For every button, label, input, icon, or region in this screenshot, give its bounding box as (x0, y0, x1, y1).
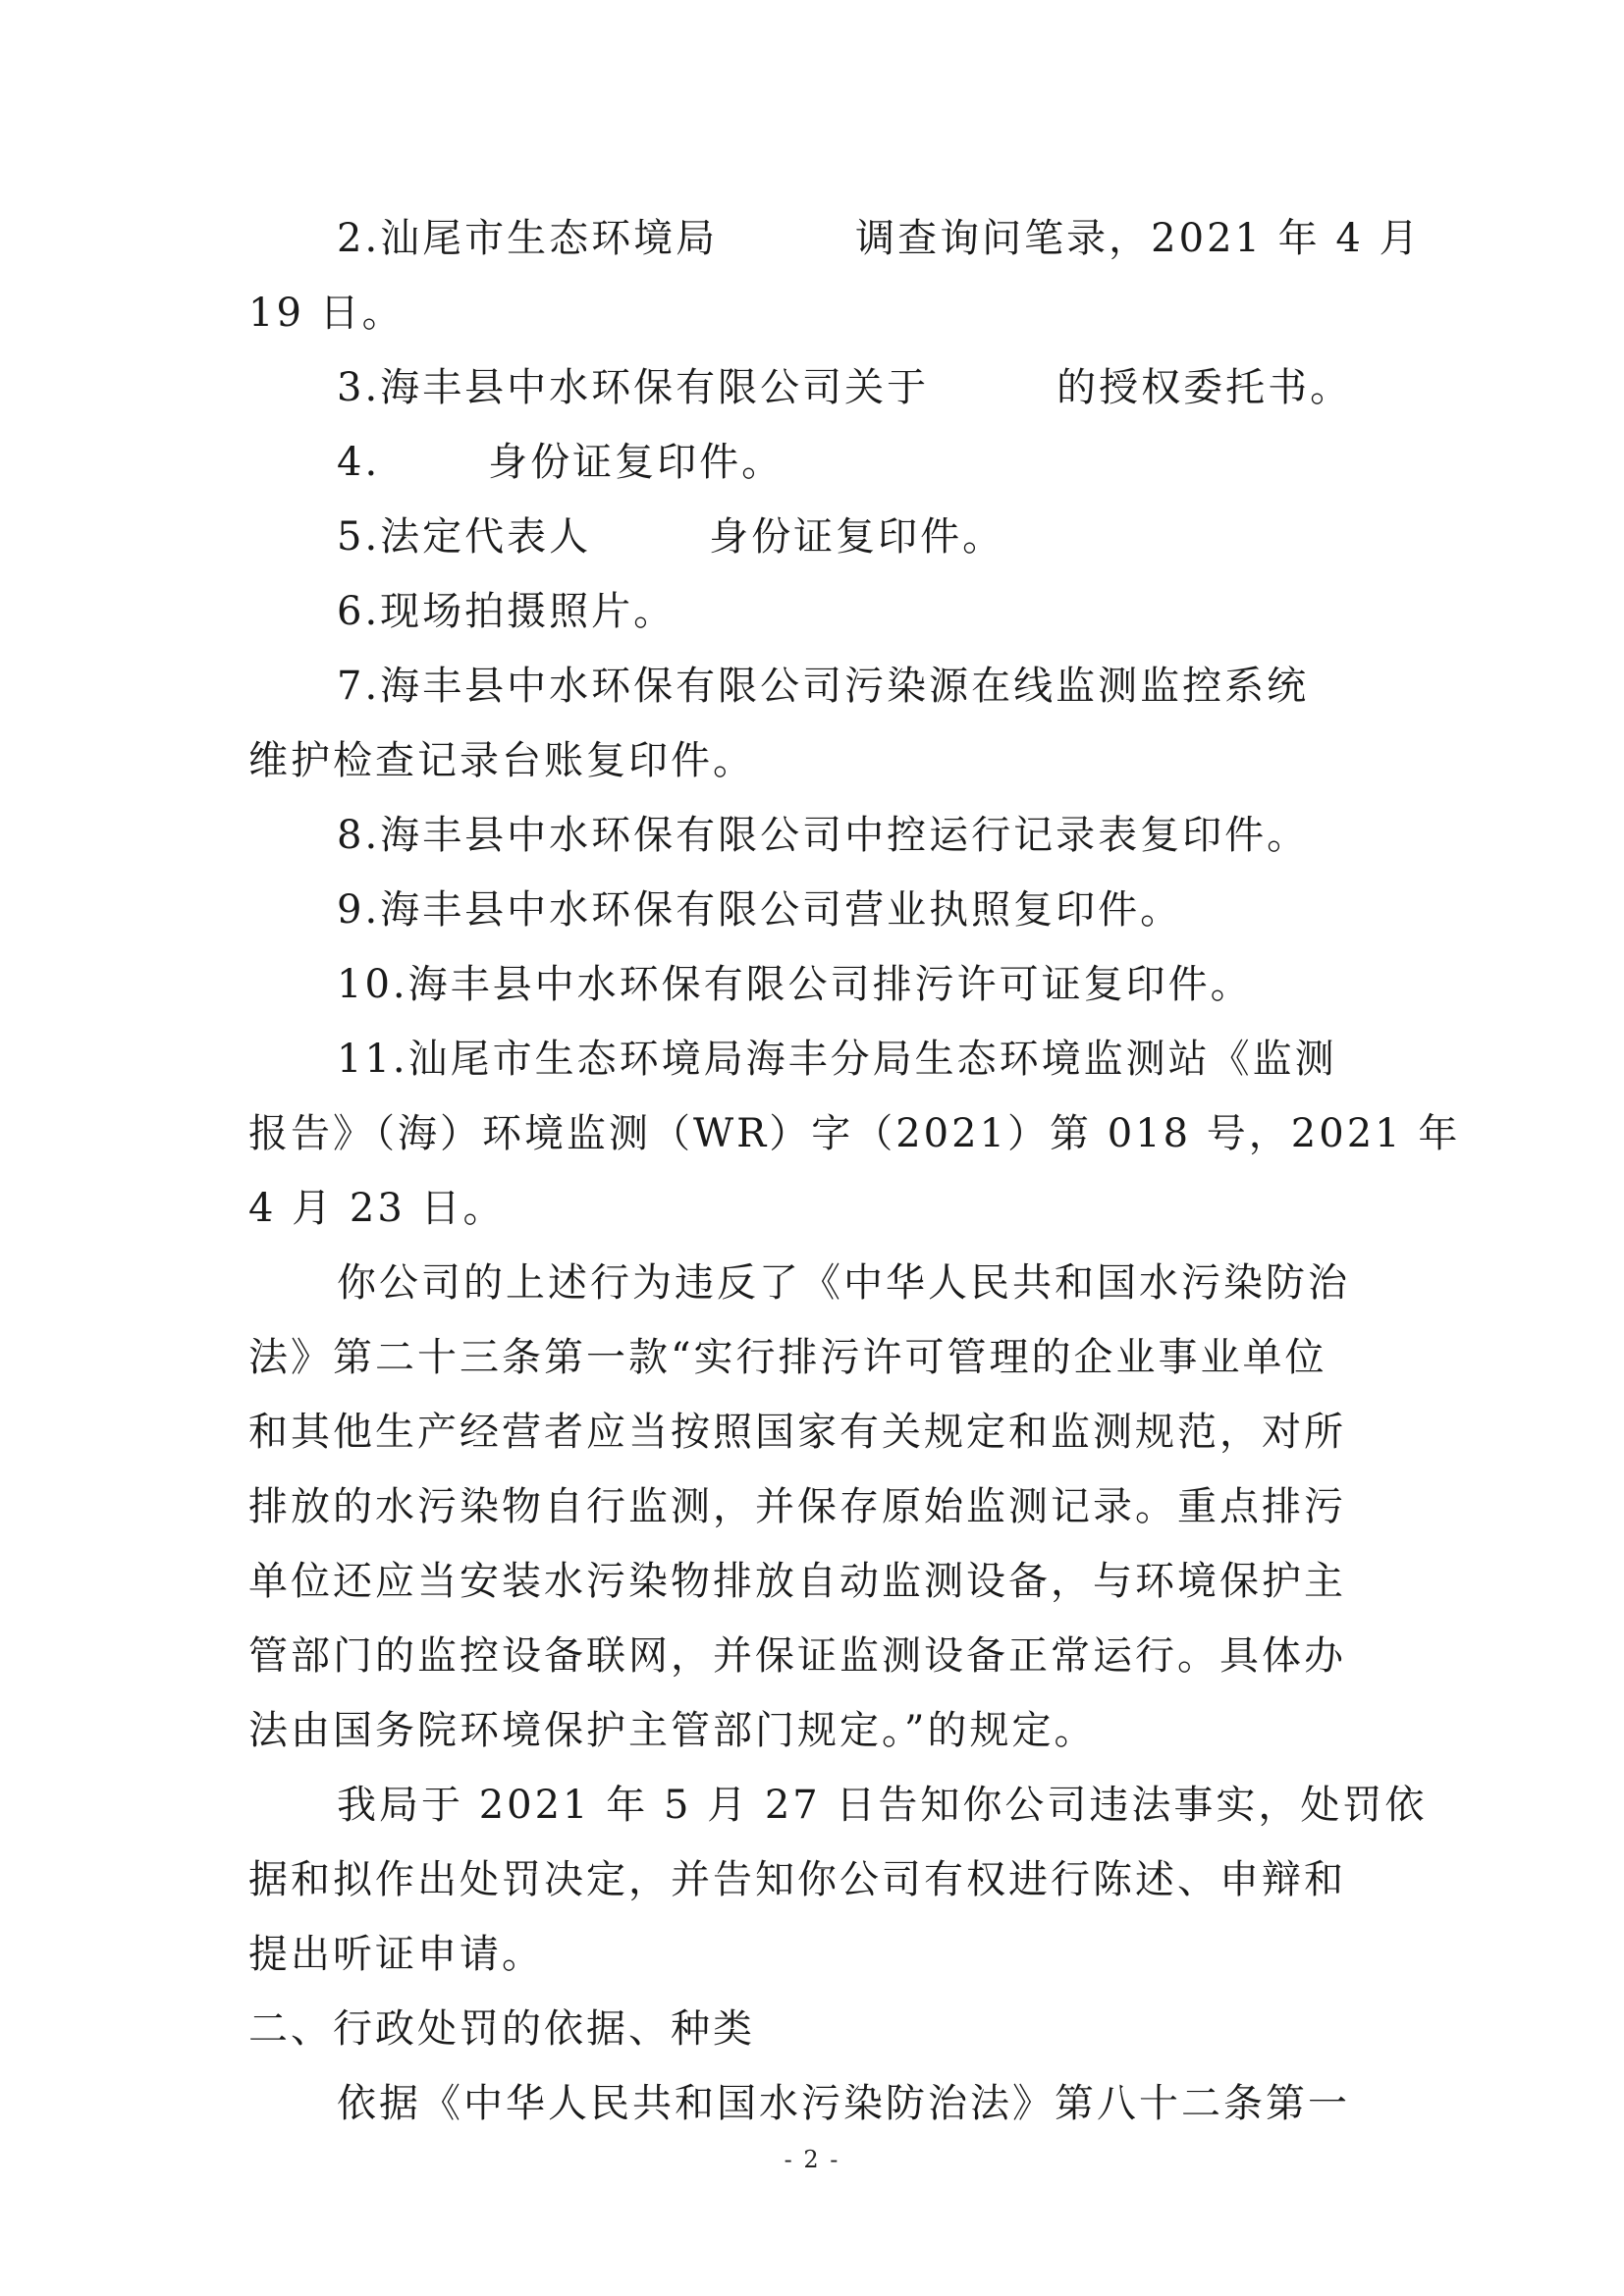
evidence-item-11-line-1: 11.汕尾市生态环境局海丰分局生态环境监测站《监测 (337, 1037, 1337, 1082)
evidence-item-11-line-3: 4 月 23 日。 (248, 1186, 506, 1231)
evidence-item-7-line-2: 维护检查记录台账复印件。 (248, 738, 755, 783)
evidence-item-4-text-b: 身份证复印件。 (488, 440, 785, 485)
notice-line-2: 据和拟作出处罚决定，并告知你公司有权进行陈述、申辩和 (248, 1857, 1346, 1902)
notice-paragraph (248, 1768, 1428, 1992)
evidence-item-2-text-b: 调查询问笔录，2021 年 4 月 (855, 216, 1422, 261)
violation-line-3: 和其他生产经营者应当按照国家有关规定和监测规范，对所 (248, 1410, 1346, 1455)
notice-line-1: 我局于 2021 年 5 月 27 日告知你公司违法事实，处罚依 (337, 1783, 1428, 1828)
notice-line-3: 提出听证申请。 (248, 1932, 544, 1977)
violation-paragraph (248, 1246, 1382, 1768)
violation-line-6: 管部门的监控设备联网，并保证监测设备正常运行。具体办 (248, 1633, 1346, 1679)
violation-line-7: 法由国务院环境保护主管部门规定。”的规定。 (248, 1708, 1097, 1753)
evidence-item-11 (248, 1022, 1461, 1246)
evidence-item-2-text-c: 19 日。 (248, 291, 405, 336)
evidence-item-7-line-1: 7.海丰县中水环保有限公司污染源在线监测监控系统 (337, 664, 1310, 709)
evidence-item-11-line-2: 报告》（海）环境监测（WR）字（2021）第 018 号，2021 年 (248, 1111, 1461, 1156)
section-2-paragraph-start: 依据《中华人民共和国水污染防治法》第八十二条第一 (337, 2081, 1350, 2126)
evidence-item-4 (248, 425, 1382, 500)
page-number: - 2 - (784, 2146, 840, 2173)
violation-line-2: 法》第二十三条第一款“实行排污许可管理的企业事业单位 (248, 1335, 1327, 1380)
evidence-item-9: 9.海丰县中水环保有限公司营业执照复印件。 (337, 887, 1183, 933)
evidence-item-5 (248, 500, 1382, 574)
evidence-item-6: 6.现场拍摄照片。 (337, 589, 677, 634)
document-body (248, 201, 1461, 2141)
evidence-item-7 (248, 649, 1382, 798)
violation-line-1: 你公司的上述行为违反了《中华人民共和国水污染防治 (337, 1260, 1350, 1306)
evidence-item-3 (248, 350, 1382, 425)
evidence-item-2-text-a: 2.汕尾市生态环境局 (337, 216, 719, 261)
evidence-item-10: 10.海丰县中水环保有限公司排污许可证复印件。 (337, 962, 1253, 1007)
evidence-item-2 (248, 201, 1422, 350)
evidence-item-3-text-a: 3.海丰县中水环保有限公司关于 (337, 365, 930, 410)
evidence-item-5-text-a: 5.法定代表人 (337, 514, 592, 560)
evidence-item-5-text-b: 身份证复印件。 (709, 514, 1005, 560)
evidence-item-8: 8.海丰县中水环保有限公司中控运行记录表复印件。 (337, 813, 1310, 858)
violation-line-4: 排放的水污染物自行监测，并保存原始监测记录。重点排污 (248, 1484, 1346, 1529)
evidence-item-4-text-a: 4. (337, 440, 381, 485)
evidence-item-3-text-b: 的授权委托书。 (1056, 365, 1353, 410)
violation-line-5: 单位还应当安装水污染物排放自动监测设备，与环境保护主 (248, 1559, 1346, 1604)
section-heading: 二、行政处罚的依据、种类 (248, 2006, 755, 2052)
